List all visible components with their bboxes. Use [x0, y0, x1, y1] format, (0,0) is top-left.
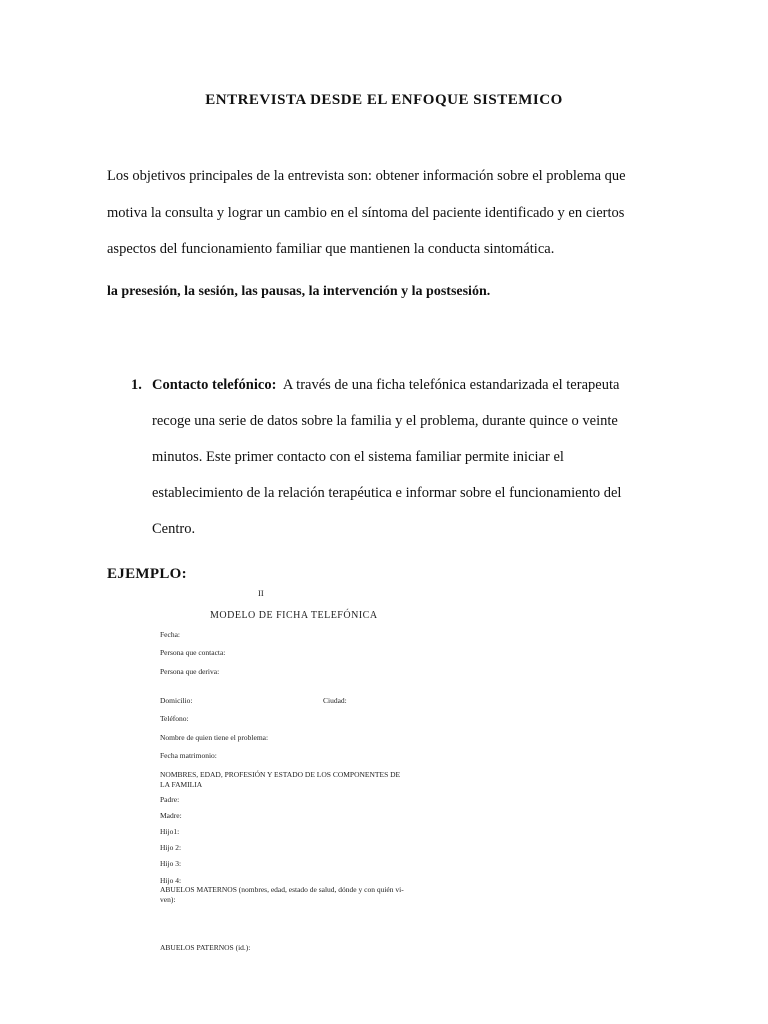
- list-heading: Contacto telefónico:: [152, 377, 277, 393]
- intro-paragraph: [107, 158, 667, 268]
- example-label: EJEMPLO:: [107, 566, 187, 582]
- form-field-madre: Madre:: [160, 811, 182, 820]
- list-line: Centro.: [152, 521, 196, 537]
- form-field-nombre-problema: Nombre de quien tiene el problema:: [160, 733, 269, 742]
- list-line: minutos. Este primer contacto con el sistema familiar permite iniciar el: [152, 449, 564, 465]
- form-heading-componentes-cont: LA FAMILIA: [160, 780, 203, 789]
- form-field-persona-deriva: Persona que deriva:: [160, 667, 220, 676]
- intro-line: motiva la consulta y lograr un cambio en el síntoma del paciente identificado y en ciertos: [107, 204, 625, 221]
- form-field-fecha: Fecha:: [160, 630, 180, 639]
- document-title: ENTREVISTA DESDE EL ENFOQUE SISTEMICO: [205, 92, 563, 108]
- form-title: MODELO DE FICHA TELEFÓNICA: [210, 610, 378, 621]
- form-field-ciudad: Ciudad:: [323, 696, 347, 705]
- form-field-hijo3: Hijo 3:: [160, 859, 182, 868]
- form-field-telefono: Teléfono:: [160, 714, 189, 723]
- list-body: [152, 367, 672, 547]
- form-field-persona-contacta: Persona que contacta:: [160, 648, 226, 657]
- form-heading-componentes: NOMBRES, EDAD, PROFESIÓN Y ESTADO DE LOS COMPONENTES DE: [160, 770, 401, 779]
- form-field-hijo1: Hijo1:: [160, 827, 180, 836]
- phone-form-image: [150, 588, 420, 968]
- phases-line: la presesión, la sesión, las pausas, la intervención y la postsesión.: [107, 284, 491, 299]
- form-field-hijo4: Hijo 4:: [160, 876, 182, 885]
- form-field-hijo2: Hijo 2:: [160, 843, 182, 852]
- list-line: [152, 367, 672, 403]
- intro-line: aspectos del funcionamiento familiar que mantienen la conducta sintomática.: [107, 241, 555, 257]
- form-field-abuelos-maternos-cont: ven):: [160, 895, 176, 904]
- list-number: 1.: [131, 377, 142, 393]
- list-line: recoge una serie de datos sobre la familia y el problema, durante quince o veinte: [152, 413, 618, 429]
- list-text: A través de una ficha telefónica estandarizada el terapeuta: [282, 377, 620, 393]
- form-field-abuelos-maternos: ABUELOS MATERNOS (nombres, edad, estado de salud, dónde y con quién vi-: [160, 885, 404, 894]
- form-field-domicilio: Domicilio:: [160, 696, 193, 705]
- intro-line: Los objetivos principales de la entrevista son: obtener información sobre el problema que: [107, 168, 626, 184]
- form-field-padre: Padre:: [160, 795, 180, 804]
- list-line: establecimiento de la relación terapéutica e informar sobre el funcionamiento del: [152, 485, 622, 501]
- form-field-abuelos-paternos: ABUELOS PATERNOS (id.):: [160, 943, 251, 952]
- form-field-fecha-matrimonio: Fecha matrimonio:: [160, 751, 217, 760]
- form-roman-numeral: II: [258, 588, 264, 598]
